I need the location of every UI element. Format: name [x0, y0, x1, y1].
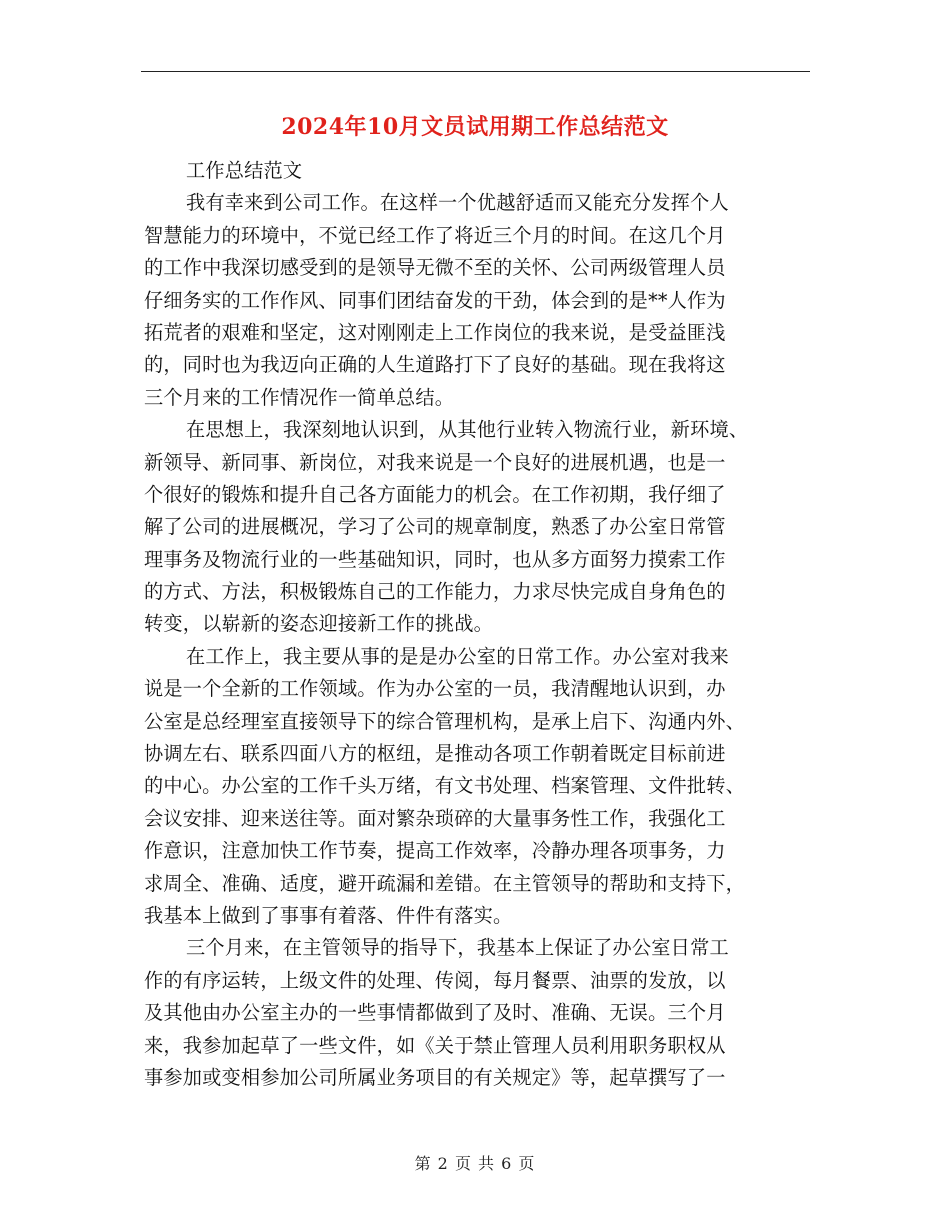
- page-number: 第 2 页 共 6 页: [414, 1154, 536, 1173]
- paragraph-line: 公室是总经理室直接领导下的综合管理机构，是承上启下、沟通内外、: [144, 709, 746, 733]
- paragraph-line: 会议安排、迎来送往等。面对繁杂琐碎的大量事务性工作，我强化工: [144, 806, 726, 830]
- paragraph-line: 我有幸来到公司工作。在这样一个优越舒适而又能充分发挥个人: [186, 191, 729, 215]
- header-rule: [141, 71, 810, 72]
- paragraph-line: 拓荒者的艰难和坚定，这对刚刚走上工作岗位的我来说，是受益匪浅: [144, 320, 726, 344]
- paragraph-line: 求周全、准确、适度，避开疏漏和差错。在主管领导的帮助和支持下，: [144, 871, 746, 895]
- paragraph-line: 事参加或变相参加公司所属业务项目的有关规定》等，起草撰写了一: [144, 1065, 726, 1089]
- paragraph-line: 的方式、方法，积极锻炼自己的工作能力，力求尽快完成自身角色的: [144, 580, 726, 604]
- paragraph-line: 作意识，注意加快工作节奏，提高工作效率，冷静办理各项事务，力: [144, 839, 726, 863]
- paragraph-line: 及其他由办公室主办的一些事情都做到了及时、准确、无误。三个月: [144, 1001, 726, 1025]
- paragraph-line: 转变，以崭新的姿态迎接新工作的挑战。: [144, 612, 493, 636]
- paragraph-line: 在工作上，我主要从事的是是办公室的日常工作。办公室对我来: [186, 644, 729, 668]
- document-body: [144, 155, 812, 1094]
- paragraph-line: 的，同时也为我迈向正确的人生道路打下了良好的基础。现在我将这: [144, 353, 726, 377]
- paragraph-line: 说是一个全新的工作领域。作为办公室的一员，我清醒地认识到，办: [144, 677, 726, 701]
- paragraph-line: 来，我参加起草了一些文件，如《关于禁止管理人员利用职务职权从: [144, 1033, 726, 1057]
- paragraph-line: 三个月来，在主管领导的指导下，我基本上保证了办公室日常工: [186, 936, 729, 960]
- paragraph-line: 协调左右、联系四面八方的枢纽，是推动各项工作朝着既定目标前进: [144, 742, 726, 766]
- paragraph-line: 智慧能力的环境中，不觉已经工作了将近三个月的时间。在这几个月: [144, 223, 726, 247]
- paragraph-line: 的中心。办公室的工作千头万绪，有文书处理、档案管理、文件批转、: [144, 774, 746, 798]
- paragraph-line: 三个月来的工作情况作一简单总结。: [144, 385, 455, 409]
- section-label: 工作总结范文: [186, 159, 303, 182]
- paragraph-line: 理事务及物流行业的一些基础知识，同时，也从多方面努力摸索工作: [144, 547, 726, 571]
- paragraph-line: 解了公司的进展概况，学习了公司的规章制度，熟悉了办公室日常管: [144, 515, 726, 539]
- paragraph-line: 新领导、新同事、新岗位，对我来说是一个良好的进展机遇，也是一: [144, 450, 726, 474]
- paragraph-line: 个很好的锻炼和提升自己各方面能力的机会。在工作初期，我仔细了: [144, 482, 726, 506]
- paragraph-line: 的工作中我深切感受到的是领导无微不至的关怀、公司两级管理人员: [144, 256, 726, 280]
- document-title: 2024年10月文员试用期工作总结范文: [281, 114, 669, 140]
- paragraph-line: 我基本上做到了事事有着落、件件有落实。: [144, 903, 513, 927]
- paragraph-line: 仔细务实的工作作风、同事们团结奋发的干劲，体会到的是**人作为: [144, 288, 726, 312]
- paragraph-line: 作的有序运转，上级文件的处理、传阅，每月餐票、油票的发放，以: [144, 968, 726, 992]
- paragraph-line: 在思想上，我深刻地认识到，从其他行业转入物流行业，新环境、: [186, 418, 749, 442]
